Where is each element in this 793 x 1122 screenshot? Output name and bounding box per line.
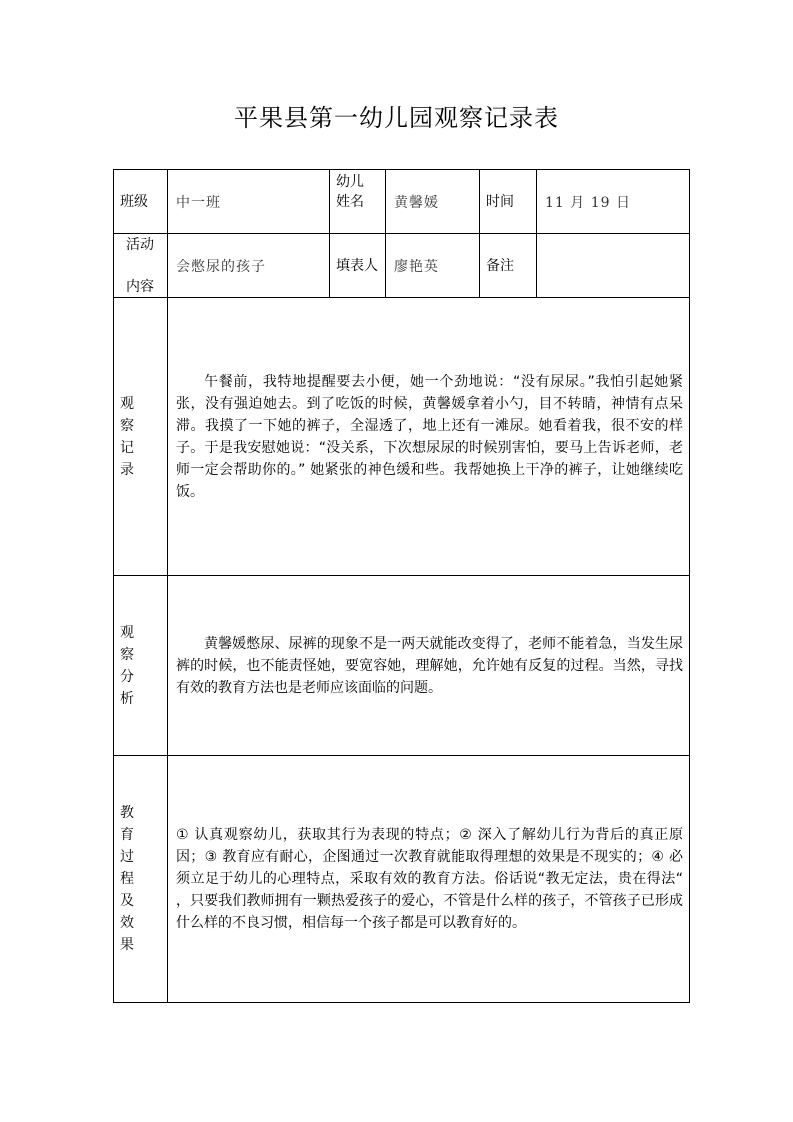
activity-label [114, 234, 168, 298]
education-label-char: 及 [120, 893, 134, 909]
child-name-label-line2: 姓名 [336, 194, 364, 210]
analysis-label-char: 观 [120, 624, 134, 641]
observation-label-char: 观 [120, 395, 134, 412]
table-row-education [114, 756, 690, 1003]
education-label-char: 教 [120, 805, 134, 821]
observation-label-char: 录 [120, 461, 134, 478]
analysis-text: 黄馨媛憋尿、尿裤的现象不是一两天就能改变得了，老师不能着急，当发生尿裤的时候，也不能责怪她，要宽容她，理解她，允许她有反复的过程。当然，寻找有效的教育方法也是老师应该面临的问题。 [176, 635, 683, 696]
observation-label [114, 298, 168, 576]
education-label-char: 过 [120, 849, 134, 865]
table-row-class [114, 170, 690, 234]
child-name-label-line1: 幼儿 [336, 174, 364, 190]
activity-label-line1: 活动 [126, 236, 154, 253]
observation-label-char: 察 [120, 417, 134, 434]
education-label [114, 756, 168, 1003]
table-row-analysis [114, 576, 690, 756]
activity-label-line2: 内容 [126, 278, 154, 295]
analysis-label-char: 析 [120, 690, 134, 707]
filler-label: 填表人 [330, 234, 386, 298]
time-label: 时间 [480, 170, 537, 234]
education-label-char: 效 [120, 915, 134, 931]
observation-content [168, 298, 690, 576]
time-value: 11 月 19 日 [537, 170, 690, 234]
education-label-char: 果 [120, 937, 134, 953]
remark-value [537, 234, 690, 298]
observation-label-char: 记 [120, 439, 134, 456]
education-label-char: 育 [120, 827, 134, 843]
remark-label: 备注 [480, 234, 537, 298]
education-label-char: 程 [120, 871, 134, 887]
analysis-label [114, 576, 168, 756]
class-value: 中一班 [168, 170, 330, 234]
observation-record-table [113, 169, 690, 1003]
observation-text: 午餐前，我特地提醒要去小便，她一个劲地说：“没有尿尿。”我怕引起她紧张，没有强迫她去。到了吃饭的时候，黄馨媛拿着小勺，目不转睛，神情有点呆滞。我摸了一下她的裤子，全湿透了，地上还有一滩尿。她看着我，很不安的样子。于是我安慰她说：“没关系，下次想尿尿的时候别害怕，要马上告诉老师，老师一定会帮助你的。” 她紧张的神色缓和些。我帮她换上干净的裤子，让她继续吃饭。 [176, 373, 683, 500]
child-name-label [330, 170, 386, 234]
filler-value: 廖艳英 [386, 234, 480, 298]
table-row-observation [114, 298, 690, 576]
analysis-label-char: 察 [120, 646, 134, 663]
analysis-label-char: 分 [120, 668, 134, 685]
education-text: ① 认真观察幼儿，获取其行为表现的特点；② 深入了解幼儿行为背后的真正原因；③ 教育应有耐心，企图通过一次教育就能取得理想的效果是不现实的；④ 必须立足于幼儿的心理特点，采取有效的教育方法。俗话说“教无定法，贵在得法“ ，只要我们教师拥有一颗热爱孩子的爱心，不管是什么样的孩子，不管孩子已形成什么样的不良习惯，相信每一个孩子都是可以教育好的。 [176, 827, 684, 931]
analysis-content [168, 576, 690, 756]
page-title: 平果县第一幼儿园观察记录表 [234, 104, 559, 132]
child-name-value: 黄馨媛 [386, 170, 480, 234]
class-label: 班级 [114, 170, 168, 234]
education-content [168, 756, 690, 1003]
activity-value: 会憋尿的孩子 [168, 234, 330, 298]
table-row-activity [114, 234, 690, 298]
